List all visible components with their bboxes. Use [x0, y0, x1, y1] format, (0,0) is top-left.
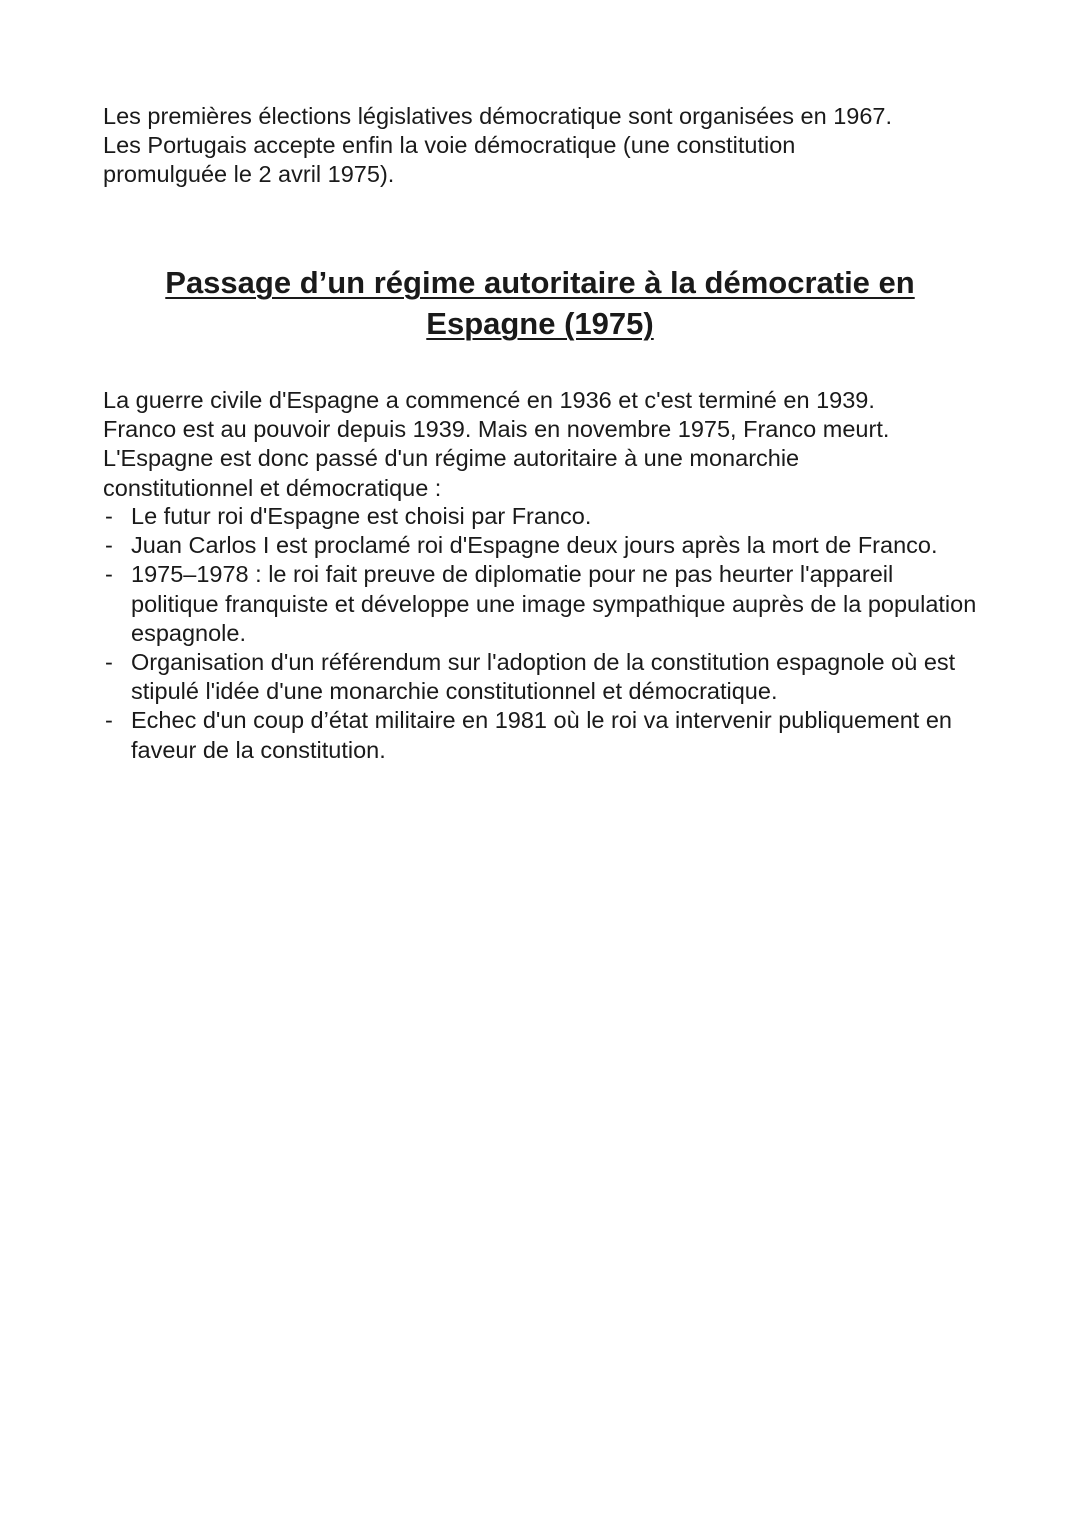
bullet-list — [103, 502, 983, 765]
section-title — [103, 262, 977, 344]
section-title-line: Passage d’un régime autoritaire à la démocratie en — [165, 265, 915, 300]
bullet-marker: - — [105, 707, 113, 734]
paragraph-line: Franco est au pouvoir depuis 1939. Mais en novembre 1975, Franco meurt. — [103, 416, 890, 443]
list-item-text: Juan Carlos I est proclamé roi d'Espagne deux jours après la mort de Franco. — [131, 532, 938, 559]
list-item — [103, 560, 983, 648]
list-item — [103, 502, 983, 531]
paragraph-line: constitutionnel et démocratique : — [103, 474, 442, 501]
list-item-text: Echec d'un coup d’état militaire en 1981 où le roi va intervenir publiquement en faveur de la constitution. — [131, 707, 952, 763]
bullet-marker: - — [105, 532, 113, 559]
list-item — [103, 706, 983, 764]
paragraph-line: L'Espagne est donc passé d'un régime autoritaire à une monarchie — [103, 445, 800, 472]
bullet-marker: - — [105, 503, 113, 529]
intro-line: promulguée le 2 avril 1975). — [103, 161, 395, 188]
list-item — [103, 531, 983, 560]
intro-line: Les premières élections législatives démocratique sont organisées en 1967. — [103, 103, 893, 129]
paragraph-line: La guerre civile d'Espagne a commencé en 1936 et c'est terminé en 1939. — [103, 387, 875, 413]
list-item-text: 1975–1978 : le roi fait preuve de diplomatie pour ne pas heurter l'appareil politique franquiste et développe une image sympathique auprès de la population espagnole. — [131, 561, 977, 646]
intro-paragraph — [103, 102, 983, 190]
list-item-text: Organisation d'un référendum sur l'adoption de la constitution espagnole où est stipulé l'idée d'une monarchie constitutionnel et démocratique. — [131, 649, 956, 705]
list-item — [103, 648, 983, 706]
list-item-text: Le futur roi d'Espagne est choisi par Franco. — [131, 503, 592, 529]
section-title-line: Espagne (1975) — [426, 306, 654, 341]
bullet-marker: - — [105, 649, 113, 676]
intro-line: Les Portugais accepte enfin la voie démocratique (une constitution — [103, 132, 796, 159]
section-paragraph — [103, 386, 983, 503]
bullet-marker: - — [105, 561, 113, 588]
